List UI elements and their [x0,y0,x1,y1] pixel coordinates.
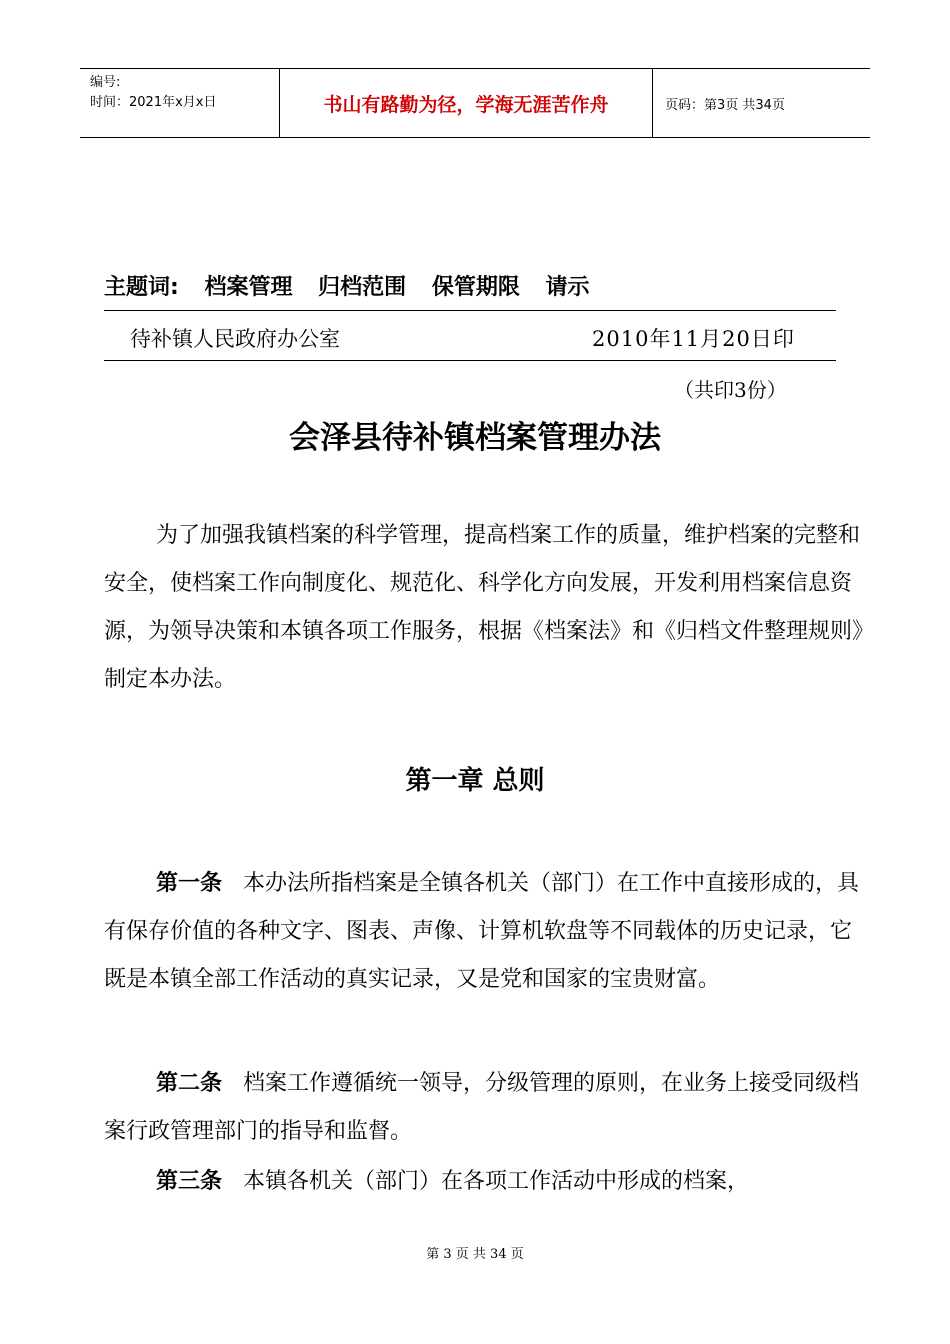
article-text: 档案工作遵循统一领导，分级管理的原则，在业务上接受同级档案行政管理部门的指导和监督。 [104,1071,860,1144]
article-2 [104,1060,864,1156]
subject-label: 主题词: [104,275,179,300]
chapter-heading: 第一章 总则 [405,766,545,796]
intro-paragraph [104,512,864,704]
article-text: 本镇各机关（部门）在各项工作活动中形成的档案， [243,1169,750,1194]
article-text: 本办法所指档案是全镇各机关（部门）在工作中直接形成的，具有保存价值的各种文字、图表、声像、计算机软盘等不同载体的历史记录，它既是本镇全部工作活动的真实记录，又是党和国家的宝贵财富。 [104,871,860,992]
page-footer: 第 3 页 共 34 页 [426,1247,524,1262]
document-title: 会泽县待补镇档案管理办法 [289,420,661,456]
article-heading: 第二条 [156,1071,223,1096]
intro-text: 为了加强我镇档案的科学管理，提高档案工作的质量，维护档案的完整和安全，使档案工作向制度化、规范化、科学化方向发展，开发利用档案信息资源，为领导决策和本镇各项工作服务，根据《档案法》和《归档文件整理规则》制定本办法。 [104,523,864,692]
article-heading: 第一条 [156,871,223,896]
issue-date: 2010年11月20日印 [592,327,795,351]
divider [104,310,836,311]
divider [104,360,836,361]
issuer: 待补镇人民政府办公室 [130,327,340,351]
header-meta [80,69,280,137]
header-page-info: 页码：第3页 共34页 [665,97,785,113]
time-label: 时间：2021年x月x日 [90,95,217,110]
header-table [80,68,870,138]
subject-keyword: 保管期限 [431,275,520,300]
subject-keyword: 请示 [545,275,590,300]
subject-keyword: 归档范围 [318,275,407,300]
article-heading: 第三条 [156,1169,223,1194]
subject-line [104,270,590,301]
copies-note: （共印3份） [674,378,787,402]
article-1 [104,860,864,1004]
header-motto: 书山有路勤为径，学海无涯苦作舟 [280,69,653,137]
number-label: 编号: [90,75,121,90]
subject-keyword: 档案管理 [204,275,293,300]
article-3 [104,1158,864,1206]
